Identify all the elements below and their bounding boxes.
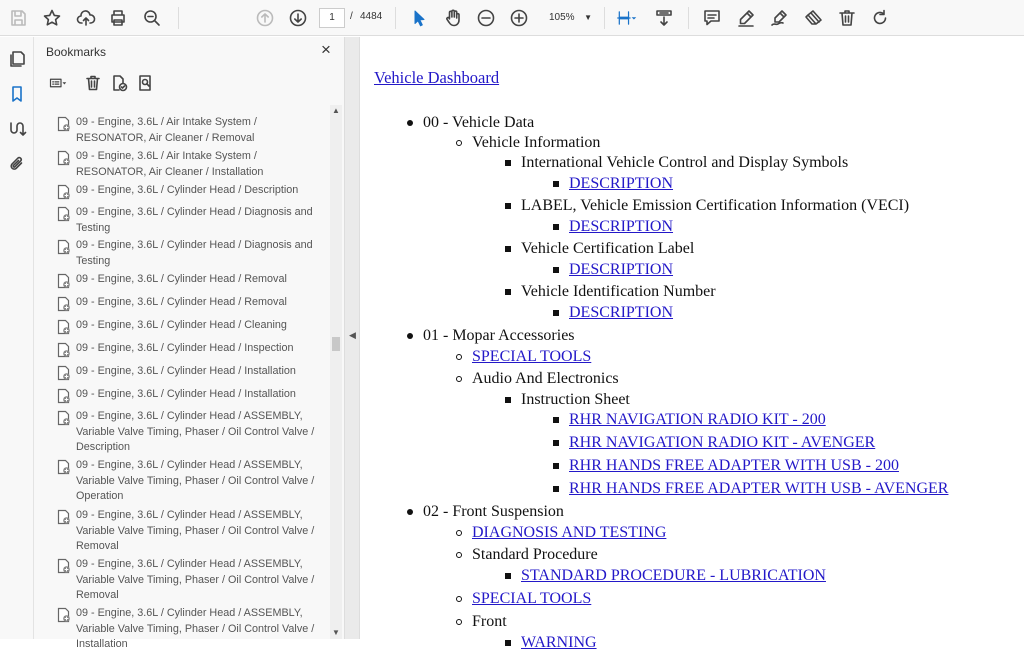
bookmark-page-icon <box>56 319 72 335</box>
list-bullet <box>456 552 462 558</box>
options-menu-icon[interactable] <box>44 71 72 95</box>
bookmark-label: 09 - Engine, 3.6L / Cylinder Head / Cleaning <box>76 319 287 331</box>
rotate-icon[interactable] <box>868 6 892 30</box>
page-total: 4484 <box>360 11 383 22</box>
list-bullet <box>505 289 511 295</box>
bookmark-item[interactable] <box>56 508 328 555</box>
bookmark-page-icon <box>56 388 72 404</box>
outline-heading: Front <box>472 613 507 630</box>
bookmark-item[interactable] <box>56 606 328 653</box>
bookmark-label: 09 - Engine, 3.6L / Cylinder Head / Inspection <box>76 342 294 354</box>
list-bullet <box>456 140 462 146</box>
list-bullet <box>553 417 559 423</box>
chevron-down-icon: ▼ <box>584 13 592 22</box>
outline-link[interactable]: DESCRIPTION <box>569 175 674 192</box>
bookmark-page-icon <box>56 296 72 312</box>
list-bullet <box>456 596 462 602</box>
document-view <box>361 37 1024 651</box>
bookmark-label: 09 - Engine, 3.6L / Cylinder Head / ASSEMBLY, Variable Valve Timing, Phaser / Oil Control Valve / Removal <box>76 509 315 552</box>
bookmark-item[interactable] <box>56 295 328 312</box>
page-number-input[interactable]: 1 <box>319 8 345 28</box>
bookmark-label: 09 - Engine, 3.6L / Cylinder Head / ASSEMBLY, Variable Valve Timing, Phaser / Oil Control Valve / Description <box>76 410 315 453</box>
list-bullet <box>505 203 511 209</box>
bookmark-page-icon <box>56 342 72 358</box>
bookmark-item[interactable] <box>56 557 328 604</box>
page-separator: / <box>350 11 353 22</box>
outline-heading: 01 - Mopar Accessories <box>423 327 575 344</box>
list-bullet <box>505 160 511 166</box>
erase-icon[interactable] <box>802 6 826 30</box>
outline-heading: Standard Procedure <box>472 546 598 563</box>
attachment-flow-icon[interactable] <box>5 117 29 141</box>
comment-icon[interactable] <box>700 6 724 30</box>
bookmark-list <box>34 105 330 650</box>
previous-page-icon[interactable] <box>253 6 277 30</box>
bookmark-page-icon <box>56 410 72 426</box>
find-bookmark-icon[interactable] <box>134 71 156 95</box>
outline-heading: LABEL, Vehicle Emission Certification Information (VECI) <box>521 197 910 214</box>
outline-heading: Audio And Electronics <box>472 370 619 387</box>
list-bullet <box>505 397 511 403</box>
bookmark-label: 09 - Engine, 3.6L / Cylinder Head / Diagnosis and Testing <box>76 206 313 234</box>
delete-bookmark-icon[interactable] <box>82 71 104 95</box>
bookmark-label: 09 - Engine, 3.6L / Cylinder Head / Installation <box>76 388 296 400</box>
outline-link[interactable]: DIAGNOSIS AND TESTING <box>472 524 667 541</box>
scrollbar-thumb[interactable] <box>332 337 340 351</box>
bookmark-page-icon <box>56 184 72 200</box>
outline-link[interactable]: DESCRIPTION <box>569 304 674 321</box>
outline-link[interactable]: STANDARD PROCEDURE - LUBRICATION <box>521 567 826 584</box>
outline-link[interactable]: SPECIAL TOOLS <box>472 590 592 607</box>
outline-link[interactable]: RHR NAVIGATION RADIO KIT - AVENGER <box>569 434 876 451</box>
outline-heading: International Vehicle Control and Display Symbols <box>521 154 849 171</box>
select-cursor-icon[interactable] <box>407 6 431 30</box>
outline-link[interactable]: DESCRIPTION <box>569 261 674 278</box>
list-bullet <box>407 120 413 126</box>
next-page-icon[interactable] <box>286 6 310 30</box>
hand-tool-icon[interactable] <box>441 6 465 30</box>
scroll-mode-icon[interactable] <box>652 6 676 30</box>
outline-heading: Instruction Sheet <box>521 391 630 408</box>
bookmark-item[interactable] <box>56 115 328 146</box>
outline-link[interactable]: RHR HANDS FREE ADAPTER WITH USB - AVENGER <box>569 480 949 497</box>
bookmark-item[interactable] <box>56 238 328 269</box>
list-bullet <box>456 376 462 382</box>
bookmark-page-icon <box>56 206 72 222</box>
zoom-in-icon[interactable] <box>507 6 531 30</box>
bookmark-page-icon <box>56 273 72 289</box>
list-bullet <box>407 509 413 515</box>
upload-cloud-icon[interactable] <box>74 6 98 30</box>
bookmark-item[interactable] <box>56 149 328 180</box>
collapse-panel-icon[interactable]: ◀ <box>349 330 356 340</box>
bookmark-scrollbar[interactable] <box>330 105 342 639</box>
bookmark-icon[interactable] <box>5 82 29 106</box>
bookmark-label: 09 - Engine, 3.6L / Cylinder Head / ASSEMBLY, Variable Valve Timing, Phaser / Oil Control Valve / Removal <box>76 558 315 601</box>
list-bullet <box>553 463 559 469</box>
new-bookmark-icon[interactable] <box>108 71 130 95</box>
list-bullet <box>553 310 559 316</box>
bookmark-page-icon <box>56 239 72 255</box>
bookmark-label: 09 - Engine, 3.6L / Cylinder Head / Installation <box>76 365 296 377</box>
toolbar <box>0 0 1024 36</box>
outline-link[interactable]: RHR HANDS FREE ADAPTER WITH USB - 200 <box>569 457 899 474</box>
list-bullet <box>407 333 413 339</box>
bookmark-item[interactable] <box>56 364 328 381</box>
save-icon[interactable] <box>6 6 30 30</box>
list-bullet <box>505 573 511 579</box>
scroll-down-arrow-icon[interactable]: ▼ <box>332 628 340 637</box>
zoom-value: 105% <box>549 12 575 23</box>
vehicle-dashboard-link[interactable]: Vehicle Dashboard <box>374 68 500 87</box>
outline-heading: Vehicle Certification Label <box>521 240 695 257</box>
paperclip-icon[interactable] <box>5 152 29 176</box>
outline-heading: Vehicle Information <box>472 134 601 151</box>
bookmark-item[interactable] <box>56 183 328 200</box>
navigation-rail <box>0 37 34 639</box>
zoom-select[interactable] <box>543 8 598 28</box>
panel-splitter[interactable] <box>344 37 360 639</box>
bookmark-page-icon <box>56 558 72 574</box>
panel-title: Bookmarks <box>46 45 107 59</box>
bookmark-page-icon <box>56 509 72 525</box>
list-bullet <box>456 354 462 360</box>
list-bullet <box>505 246 511 252</box>
list-bullet <box>505 640 511 646</box>
bookmark-item[interactable] <box>56 318 328 335</box>
bookmark-label: 09 - Engine, 3.6L / Cylinder Head / Description <box>76 184 299 196</box>
bookmarks-panel <box>34 37 344 650</box>
delete-icon[interactable] <box>835 6 859 30</box>
outline-heading: 02 - Front Suspension <box>423 503 564 520</box>
bookmark-page-icon <box>56 459 72 475</box>
list-bullet <box>456 619 462 625</box>
fit-page-icon[interactable] <box>614 6 640 30</box>
bookmark-label: 09 - Engine, 3.6L / Cylinder Head / ASSEMBLY, Variable Valve Timing, Phaser / Oil Control Valve / Installation <box>76 607 315 650</box>
list-bullet <box>553 224 559 230</box>
bookmark-item[interactable] <box>56 341 328 358</box>
bookmark-label: 09 - Engine, 3.6L / Air Intake System / RESONATOR, Air Cleaner / Installation <box>76 150 264 178</box>
bookmark-page-icon <box>56 607 72 623</box>
list-bullet <box>456 530 462 536</box>
star-icon[interactable] <box>40 6 64 30</box>
list-bullet <box>553 440 559 446</box>
search-icon[interactable] <box>140 6 164 30</box>
close-icon[interactable]: × <box>321 40 331 59</box>
bookmark-item[interactable] <box>56 409 328 456</box>
draw-icon[interactable] <box>768 6 792 30</box>
outline-link[interactable]: RHR NAVIGATION RADIO KIT - 200 <box>569 411 826 428</box>
print-icon[interactable] <box>106 6 130 30</box>
highlight-pen-icon[interactable] <box>734 6 758 30</box>
outline-heading: Vehicle Identification Number <box>521 283 716 300</box>
page-thumbnails-icon[interactable] <box>5 47 29 71</box>
bookmark-item[interactable] <box>56 387 328 404</box>
bookmark-page-icon <box>56 150 72 166</box>
list-bullet <box>553 267 559 273</box>
bookmark-item[interactable] <box>56 205 328 236</box>
bookmark-item[interactable] <box>56 272 328 289</box>
bookmark-label: 09 - Engine, 3.6L / Cylinder Head / Removal <box>76 296 287 308</box>
bookmark-label: 09 - Engine, 3.6L / Air Intake System / RESONATOR, Air Cleaner / Removal <box>76 116 257 144</box>
list-bullet <box>553 486 559 492</box>
list-bullet <box>553 181 559 187</box>
bookmark-page-icon <box>56 365 72 381</box>
bookmark-item[interactable] <box>56 458 328 505</box>
scroll-up-arrow-icon[interactable]: ▲ <box>332 106 340 115</box>
outline-link[interactable]: SPECIAL TOOLS <box>472 348 592 365</box>
bookmark-label: 09 - Engine, 3.6L / Cylinder Head / Diagnosis and Testing <box>76 239 313 267</box>
bookmark-label: 09 - Engine, 3.6L / Cylinder Head / Removal <box>76 273 287 285</box>
outline-link[interactable]: WARNING <box>521 634 597 651</box>
outline-link[interactable]: DESCRIPTION <box>569 218 674 235</box>
zoom-out-icon[interactable] <box>474 6 498 30</box>
bookmark-page-icon <box>56 116 72 132</box>
bookmark-label: 09 - Engine, 3.6L / Cylinder Head / ASSEMBLY, Variable Valve Timing, Phaser / Oil Control Valve / Operation <box>76 459 315 502</box>
outline-heading: 00 - Vehicle Data <box>423 114 535 131</box>
